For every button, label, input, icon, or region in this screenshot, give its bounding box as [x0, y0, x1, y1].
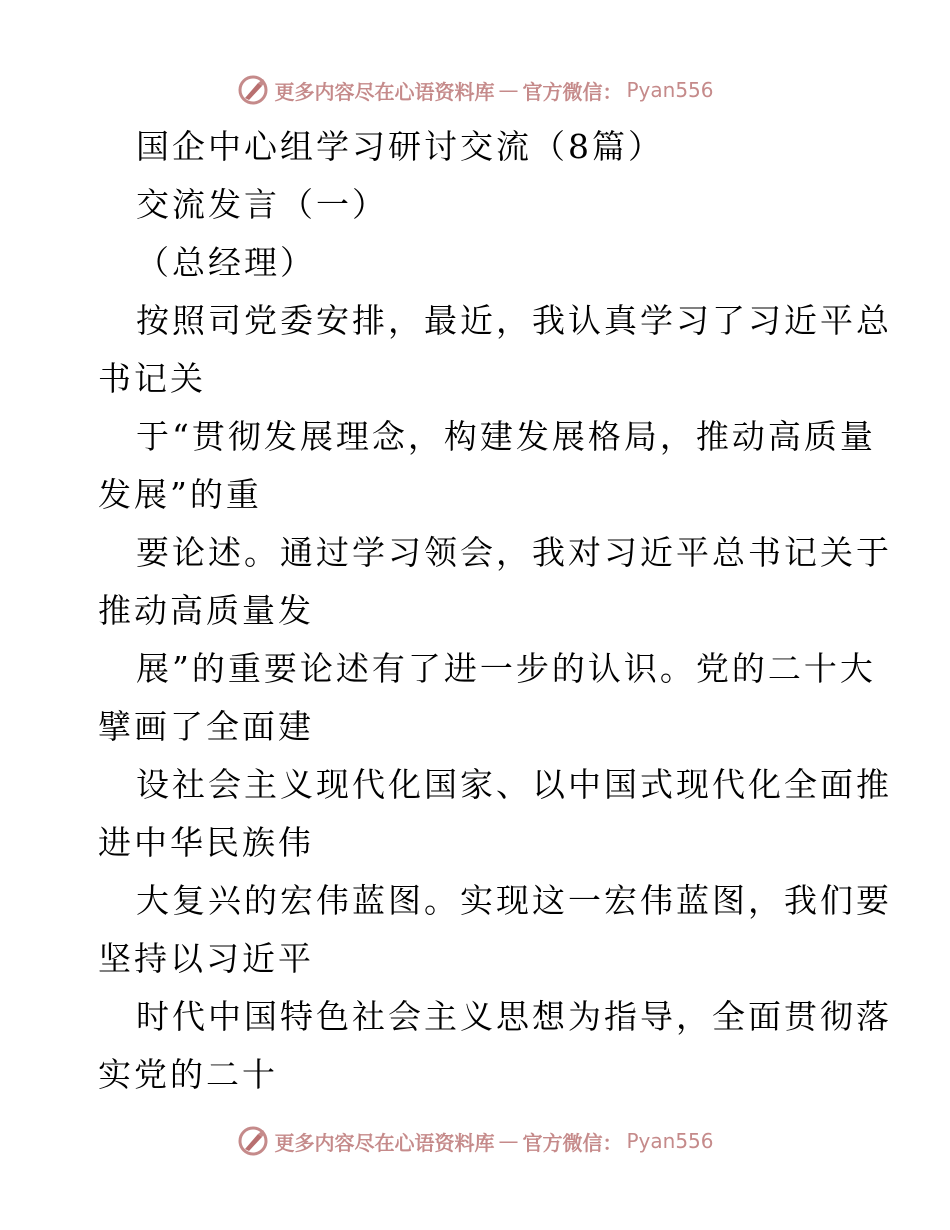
watermark-wechat-label: 官方微信：: [522, 1130, 623, 1155]
text-line: 实党的二十: [98, 1055, 278, 1094]
text-line: 于“贯彻发展理念，构建发展格局，推动高质量: [136, 417, 876, 456]
document-body: [98, 118, 892, 1104]
text-line: 进中华民族伟: [98, 823, 314, 862]
text-line: 按照司党委安排，最近，我认真学习了习近平总: [136, 301, 892, 340]
footer-watermark: [0, 1121, 950, 1161]
watermark-wechat-id: Pyan556: [626, 78, 714, 102]
text-line: 书记关: [98, 359, 206, 398]
text-line: 推动高质量发: [98, 591, 314, 630]
pen-nib-logo-icon: [236, 1124, 270, 1158]
text-line: 时代中国特色社会主义思想为指导，全面贯彻落: [136, 997, 892, 1036]
pen-nib-logo-icon: [236, 73, 270, 107]
text-line: 展”的重要论述有了进一步的认识。党的二十大: [136, 649, 876, 688]
document-title: 国企中心组学习研讨交流（8篇）: [136, 127, 664, 166]
watermark-separator: —: [498, 1129, 519, 1153]
watermark-wechat-id: Pyan556: [626, 1129, 714, 1153]
text-line: 大复兴的宏伟蓝图。实现这一宏伟蓝图，我们要: [136, 881, 892, 920]
watermark-wechat-label: 官方微信：: [522, 79, 623, 104]
watermark-site-text: 更多内容尽在心语资料库: [274, 1130, 495, 1155]
header-watermark: [0, 70, 950, 110]
text-line: 发展”的重: [98, 475, 262, 514]
text-line: 交流发言（一）: [136, 185, 388, 224]
watermark-site-text: 更多内容尽在心语资料库: [274, 79, 495, 104]
text-line: 设社会主义现代化国家、以中国式现代化全面推: [136, 765, 892, 804]
text-line: 坚持以习近平: [98, 939, 314, 978]
watermark-separator: —: [498, 78, 519, 102]
text-line: 要论述。通过学习领会，我对习近平总书记关于: [136, 533, 892, 572]
text-line: 擘画了全面建: [98, 707, 314, 746]
text-line: （总经理）: [136, 243, 316, 282]
